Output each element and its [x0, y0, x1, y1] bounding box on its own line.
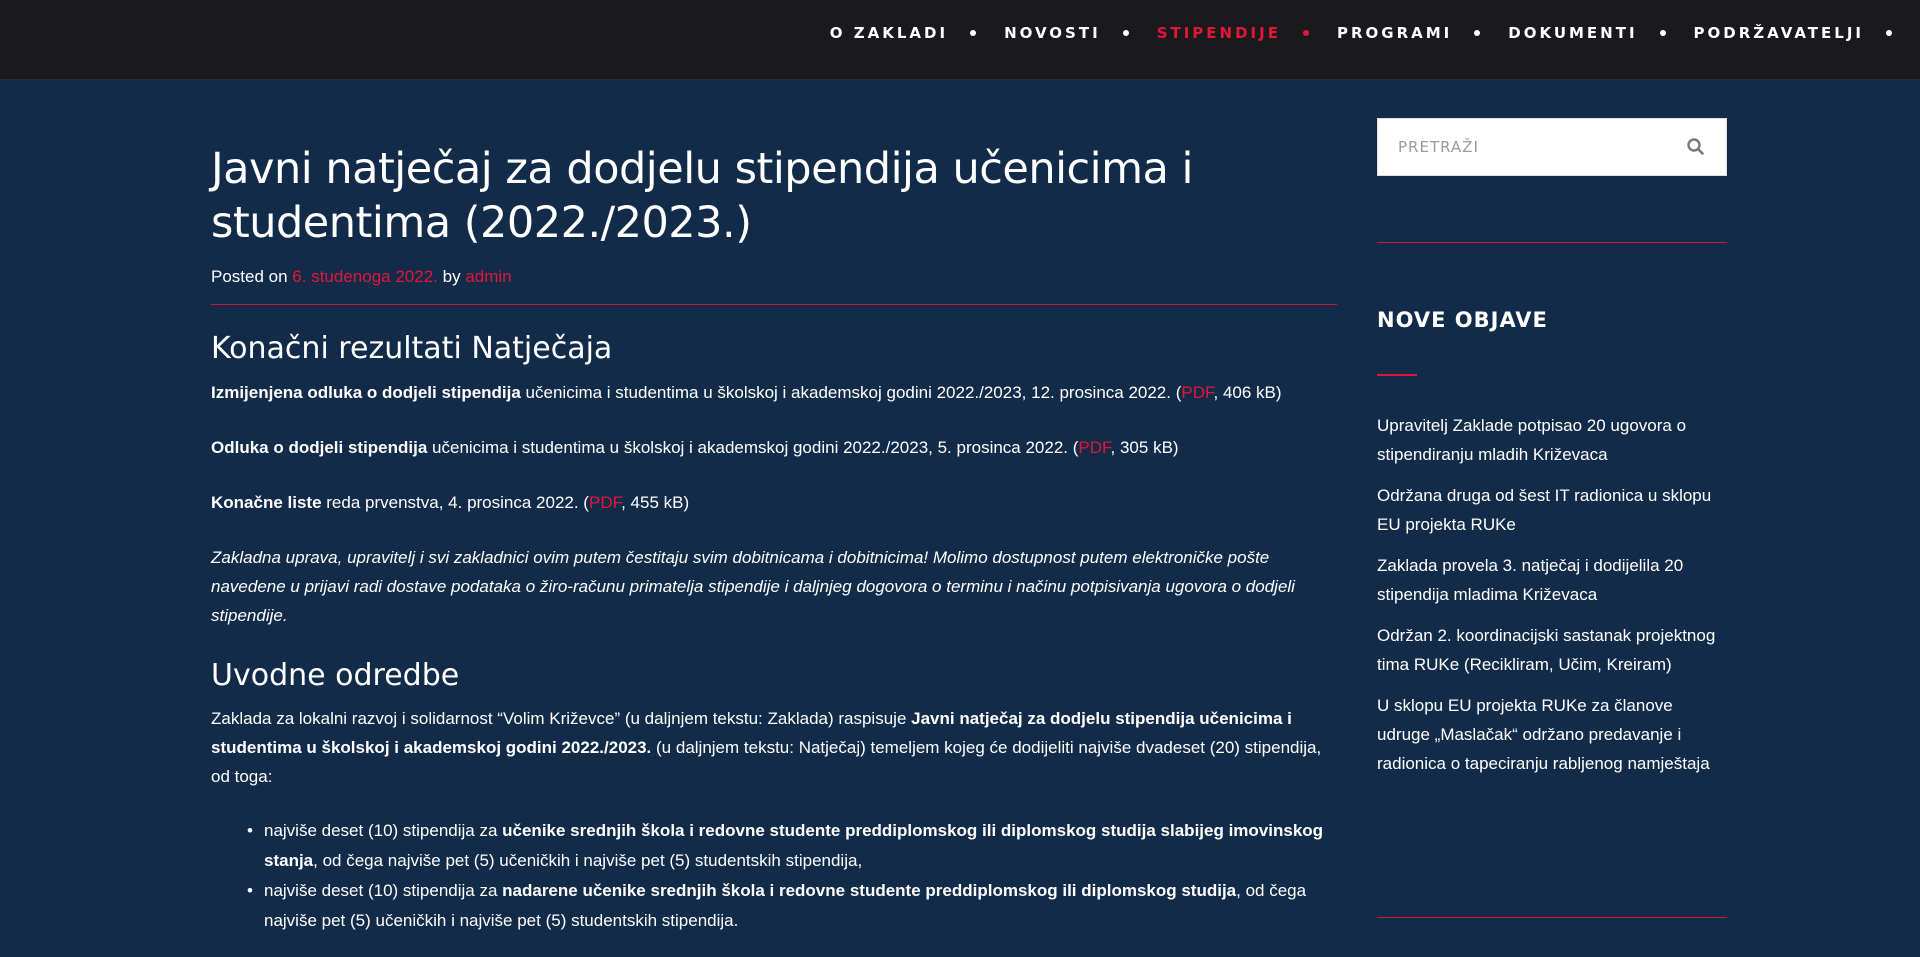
recent-posts-title: NOVE OBJAVE	[1377, 308, 1548, 332]
paragraph-decision	[211, 433, 1337, 462]
pdf-link-decision[interactable]: PDF	[1078, 438, 1111, 457]
nav-separator-dot	[970, 30, 976, 36]
paragraph-text: učenicima i studentima u školskoj i akademskoj godini 2022./2023, 12. prosinca 2022. (	[520, 383, 1182, 402]
nav-item-stipendije	[1157, 24, 1337, 42]
main-menu	[830, 24, 1920, 42]
pdf-link-amended-decision[interactable]: PDF	[1181, 383, 1214, 402]
paragraph-text: (u daljnjem tekstu: Natječaj) temeljem kojeg će dodijeliti najviše dvadeset (20) stipendija, od toga:	[211, 738, 1322, 786]
nav-item-programi	[1337, 24, 1508, 42]
recent-posts-list	[1377, 411, 1727, 790]
recent-post-item	[1377, 411, 1727, 469]
bullet-icon: •	[247, 881, 253, 900]
bullet-icon: •	[247, 821, 253, 840]
by-label: by	[442, 267, 461, 286]
recent-post-link[interactable]: U sklopu EU projekta RUKe za članove udruge „Maslačak“ održano predavanje i radionica o tapeciranju rabljenog namještaja	[1377, 696, 1710, 773]
paragraph-text: reda prvenstva, 4. prosinca 2022. (	[321, 493, 589, 512]
recent-post-item	[1377, 621, 1727, 679]
posted-on-label: Posted on	[211, 267, 288, 286]
title-divider	[211, 304, 1337, 305]
sidebar-divider	[1377, 917, 1727, 918]
nav-item-o-zakladi	[830, 24, 1004, 42]
nav-link-stipendije[interactable]: STIPENDIJE	[1156, 24, 1281, 42]
nav-item-novosti	[1004, 24, 1157, 42]
section-heading-results: Konačni rezultati Natječaja	[211, 331, 613, 366]
nav-link-o-zakladi[interactable]: O ZAKLADI	[829, 24, 949, 42]
list-item-text: , od čega najviše pet (5) učeničkih i najviše pet (5) studentskih stipendija,	[313, 851, 863, 870]
list-item	[247, 816, 1337, 876]
paragraph-congratulations: Zakladna uprava, upravitelj i svi zakladnici ovim putem čestitaju svim dobitnicama i dobitnicima! Molimo dostupnost putem elektroničke pošte navedene u prijavi radi dostave podataka o žiro-računu primatelja stipendije i daljnjeg dogovora o terminu i načinu potpisivanja ugovora o dodjeli stipendije.	[211, 548, 1295, 625]
recent-post-item	[1377, 481, 1727, 539]
recent-post-link[interactable]: Održana druga od šest IT radionica u sklopu EU projekta RUKe	[1377, 486, 1712, 534]
recent-post-item	[1377, 551, 1727, 609]
nav-item-podrzavatelji	[1694, 24, 1920, 42]
scholarship-list	[211, 816, 1337, 936]
recent-post-link[interactable]: Upravitelj Zaklade potpisao 20 ugovora o stipendiranju mladih Križevaca	[1377, 416, 1687, 464]
paragraph-bold: Odluka o dodjeli stipendija	[211, 438, 428, 457]
post-meta	[211, 267, 1337, 287]
list-item-bold: nadarene učenike srednjih škola i redovne studente preddiplomskog ili diplomskog studija	[502, 881, 1237, 900]
paragraph-bold: Javni natječaj za dodjelu stipendija učenicima i studentima u školskoj i akademskoj godini 2022./2023.	[211, 709, 1292, 757]
nav-link-podrzavatelji[interactable]: PODRŽAVATELJI	[1693, 24, 1864, 42]
paragraph-bold: Konačne liste	[211, 493, 322, 512]
nav-separator-dot	[1660, 30, 1666, 36]
list-item-text: , od čega najviše pet (5) učeničkih i najviše pet (5) studentskih stipendija.	[264, 881, 1307, 930]
page-title: Javni natječaj za dodjelu stipendija učenicima i studentima (2022./2023.)	[211, 144, 1193, 248]
paragraph-introduction	[211, 704, 1337, 791]
list-item	[247, 876, 1337, 936]
paragraph-text: , 455 kB)	[621, 493, 690, 512]
nav-link-novosti[interactable]: NOVOSTI	[1004, 24, 1101, 42]
nav-separator-dot	[1886, 30, 1892, 36]
search-icon[interactable]	[1686, 137, 1706, 157]
nav-link-programi[interactable]: PROGRAMI	[1336, 24, 1453, 42]
paragraph-text: , 406 kB)	[1213, 383, 1282, 402]
nav-link-dokumenti[interactable]: DOKUMENTI	[1508, 24, 1638, 42]
list-item-bold: učenike srednjih škola i redovne studente preddiplomskog ili diplomskog studija slabijeg imovinskog stanja	[264, 821, 1324, 870]
nav-separator-dot	[1123, 30, 1129, 36]
paragraph-amended-decision	[211, 378, 1337, 407]
sidebar-divider	[1377, 242, 1727, 243]
post-author-link[interactable]: admin	[465, 267, 512, 286]
list-item-text: najviše deset (10) stipendija za	[264, 821, 503, 840]
search-input[interactable]	[1398, 138, 1668, 156]
paragraph-text: Zaklada za lokalni razvoj i solidarnost “Volim Križevce” (u daljnjem tekstu: Zaklada) raspisuje	[211, 709, 912, 728]
nav-separator-dot	[1474, 30, 1480, 36]
search-box	[1377, 118, 1727, 176]
post-date-link[interactable]: 6. studenoga 2022.	[292, 267, 438, 286]
top-navigation-bar	[0, 0, 1920, 80]
recent-post-link[interactable]: Održan 2. koordinacijski sastanak projektnog tima RUKe (Recikliram, Učim, Kreiram)	[1377, 626, 1716, 674]
article-content	[211, 142, 1337, 936]
nav-item-dokumenti	[1508, 24, 1693, 42]
paragraph-text: učenicima i studentima u školskoj i akademskoj godini 2022./2023, 5. prosinca 2022. (	[427, 438, 1079, 457]
list-item-text: najviše deset (10) stipendija za	[264, 881, 503, 900]
recent-posts-accent-line	[1377, 374, 1417, 376]
paragraph-text: , 305 kB)	[1110, 438, 1179, 457]
paragraph-bold: Izmijenjena odluka o dodjeli stipendija	[211, 383, 521, 402]
recent-post-item	[1377, 691, 1727, 778]
nav-separator-dot	[1303, 30, 1309, 36]
recent-post-link[interactable]: Zaklada provela 3. natječaj i dodijelila 20 stipendija mladima Križevaca	[1377, 556, 1684, 604]
pdf-link-final-lists[interactable]: PDF	[588, 493, 622, 512]
section-heading-introduction: Uvodne odredbe	[211, 658, 460, 693]
paragraph-final-lists	[211, 488, 1337, 517]
